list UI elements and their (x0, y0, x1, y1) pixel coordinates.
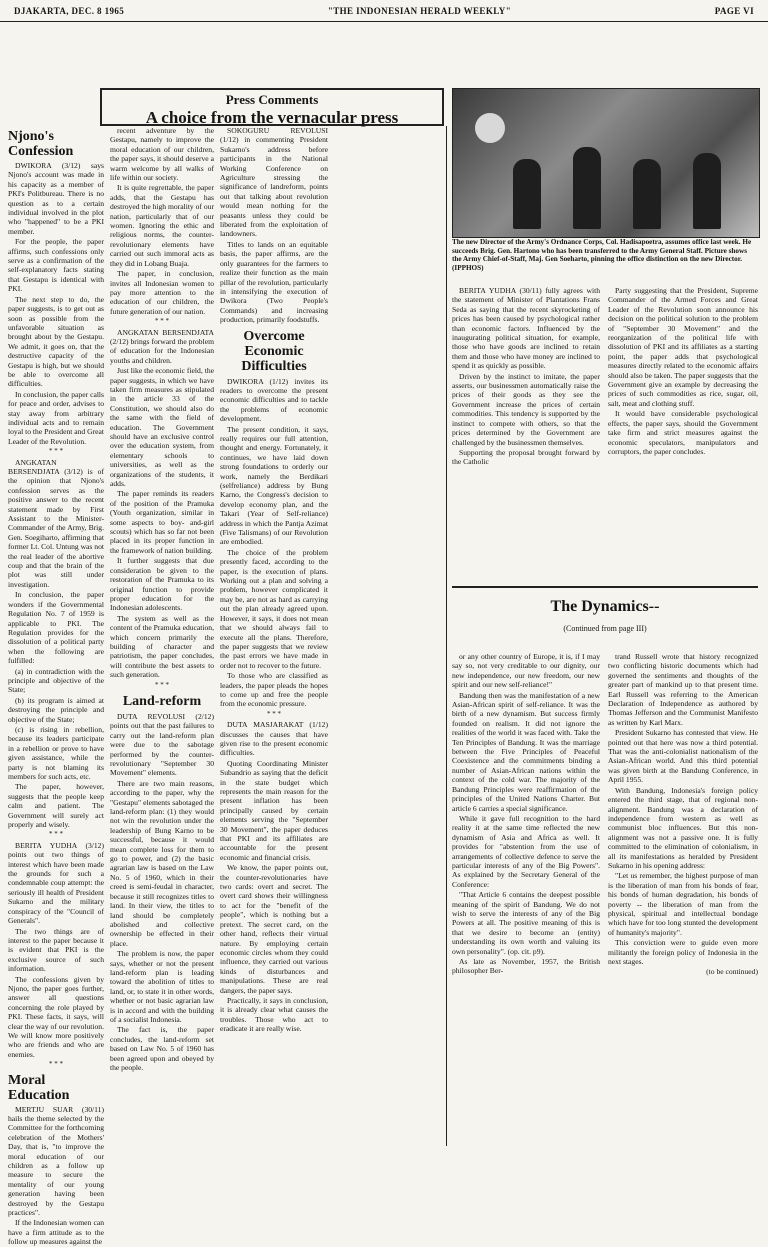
paragraph: With Bandung, Indonesia's foreign policy entered the third stage, that of regional non-alignment. Bandung was a declaration of independence from western as well as communist bloc influences. But this non-alignment was not a passive one. It is fully committed to the elimination of colonialism, in all its manifestations as heralded by President Sukarno in his opening address: (608, 785, 758, 870)
continued-note: (Continued from page III) (563, 624, 647, 633)
section-kicker: Press Comments (225, 92, 319, 107)
paragraph: DUTA MASJARAKAT (1/12) discusses the causes that have given rise to the present economic difficulties. (220, 720, 328, 758)
paragraph: or any other country of Europe, it is, if I may say so, not very creditable to our dignity, our new independence, our new freedom, our new spirit and our new self-reliance!" (452, 652, 600, 690)
masthead: "THE INDONESIAN HERALD WEEKLY" (327, 5, 512, 16)
paragraph: "Let us remember, the highest purpose of man is the liberation of man from his bonds of fear, his bonds of human degradation, his bonds of poverty -- the liberation of man from the physical, spiritual and intellectual bondage which have for too long stunted the development of humanity's majority". (608, 871, 758, 937)
article-heading: The Dynamics-- (550, 598, 660, 615)
paragraph: (c) is rising in rebellion, because its leaders participate in a rebellion or prove to have given assistance, while the party is not blaming its members for such acts, etc. (8, 724, 104, 781)
separator: * * * (267, 709, 281, 718)
paragraph: Driven by the instinct to imitate, the paper asserts, our businessmen automatically raise the prices of their goods as they see the Government increase the prices of certain commodities. This tendency is supported by the instinct to compete with others, so that the prices determined by the Government are challenged by the businessmen themselves. (452, 371, 600, 447)
paragraph: MERTJU SUAR (30/11) hails the theme selected by the Committee for the forthcoming celebration of the Mothers' Day, that is, "to improve the moral education of our children as a follow up measure to secure the mentality of our young generation having been destroyed by the Gestapu practices". (8, 1104, 104, 1218)
photo-figure (633, 159, 661, 229)
article-heading: Overcome Economic Difficulties (241, 328, 307, 374)
paragraph: "That Article 6 contains the deepest possible meaning of the spirit of Bandung. We do not wish to serve the interests of any of the Big Powers at all. The positive meaning of this is that we desire to become an (entity) understanding its own worth and valuing its own personality". (op. cit. p9). (452, 890, 600, 956)
paragraph: recent adventure by the Gestapu, namely to improve the moral education of our children, the paper says, it should deserve a warm welcome by all walks of life within our society. (110, 126, 214, 183)
paragraph: The fact is, the paper concludes, the land-reform set based on Law No. 5 of 1960 has been agreed upon and obeyed by the people. (110, 1025, 214, 1072)
paragraph: ANGKATAN BERSENDJATA (3/12) is of the opinion that Njono's confession serves as the positive answer to the recent statement made by First Assistant to the Minister-Commander of the Army, Brig. Gen. Soegiharto, affirming that former Lt. Col. Untung was not the real leader of the abortive coup and that the brain of the plot was still under investigation. (8, 457, 104, 589)
paragraph: The choice of the problem presently faced, according to the paper, is the execution of plans. Working out a plan and solving a problem, however complicated it may be, are not as hard as carrying out the plan already agreed upon. However, it says, it does not mean that we should always fail to execute all the plans. Therefore, the paper suggests that we review the past errors we have made in order not to recover to the future. (220, 547, 328, 670)
paragraph: The paper, in conclusion, invites all Indonesian women to pay more attention to the education of our children, the future generation of our nation. (110, 269, 214, 316)
separator: * * * (155, 317, 169, 326)
continued-article-header (452, 598, 758, 633)
paragraph: The system as well as the content of the Pramuka education, which concern primarily the building of character and patriotism, the paper concludes, will contribute the best assets to such generation. (110, 613, 214, 680)
column-rule (446, 126, 447, 1146)
paragraph: The next step to do, the paper suggests, is to get out as soon as possible from the unfavorable situation as brought about by the Gestapu. We admit, it goes on, that the destructive capacity of the Gestapu is high, but we should be able to overcome all difficulties. (8, 294, 104, 389)
section-title: A choice from the vernacular press (145, 108, 399, 127)
paragraph: Titles to lands on an equitable basis, the paper affirms, are the only guarantees for the farmers to realize their function as the main pillar of the revolution, particularly in intensifying the execution of Dwikora (Two People's Commands) and increasing production, primarily foodstuffs. (220, 239, 328, 325)
paragraph: DWIKORA (3/12) says Njono's account was made in his capacity as a member of PKI's Politbureau. There is no question as to a certain individual involved in the plot who "happened" to be a PKI member. (8, 161, 104, 236)
column-6 (452, 652, 600, 1150)
paragraph: This conviction were to guide even more militantly the foreign policy of Indonesia in the next stages. (608, 938, 758, 966)
column-2 (110, 126, 214, 1151)
photo-figure (693, 153, 721, 229)
column-1 (8, 126, 104, 1247)
photo-figure (513, 159, 541, 229)
section-banner (100, 88, 444, 126)
paragraph: In conclusion, the paper wonders if the Governmental Regulation No. 7 of 1959 is applicable to PKI. The Regulation provides for the dissolution of a political party when the following are fulfilled: (8, 590, 104, 666)
to-be-continued: (to be continued) (706, 967, 758, 977)
paragraph: There are two main reasons, according to the paper, why the "Gestapu" elements sabotaged the land-reform plan: (1) they would not win the revolution under the leadership of Bung Karno to be successful, because it would mean complete loss for them to go to power, and (2) the basic agrarian law is based on the Law No. 5 of 1960, which in their creed is semi-feudal in character, because it still recognizes titles to land. In their view, the titles to land should be completely abolished and collective ownership be effected in their place. (110, 778, 214, 948)
paragraph: It is quite regrettable, the paper adds, that the Gestapu has destroyed the high morality of our nation, particularly that of our women. Ignoring the ethic and religious norms, the counter-revolutionary elements have carried out such immoral acts as they did in Lobang Buaja. (110, 183, 214, 268)
paragraph: If the Indonesian women can have a firm attitude as to the follow up measures against the (8, 1218, 104, 1247)
paragraph: Supporting the proposal brought forward by the Catholic (452, 447, 600, 467)
separator: * * * (155, 680, 169, 689)
page-header (0, 0, 768, 22)
article-heading: Moral Education (8, 1072, 70, 1103)
paragraph: The two things are of interest to the paper because it is evident that PKI is the exclusive source of such information. (8, 926, 104, 974)
paragraph: For the people, the paper affirms, such confessions only serve as a confirmation of the self-explanatory facts stating that Gestapu is identical with PKI. (8, 237, 104, 294)
dateline: DJAKARTA, DEC. 8 1965 (14, 5, 125, 16)
paragraph: Quoting Coordinating Minister Subandrio as saying that the deficit in the state budget which represents the main reason for the present inflation has been principally caused by certain elements serving the "September 30 Movement", the paper deduces that PKI and its affiliates are accountable for the present economic and financial crisis. (220, 758, 328, 862)
paragraph: Just like the economic field, the paper suggests, in which we have taken firm measures as stipulated in the article 33 of the Constitution, we should also do the same with the field of education. The Government should have an exclusive control over the education system, from elementary schools to universities, as well as the organizations of the students, it adds. (110, 366, 214, 489)
paragraph: Bandung then was the manifestation of a new Asian-African spirit of self-reliance. It was the birth of a new dynamism. But success firmly founded on realism. It did not ignore the realities of the world it was faced with. Take the Ten Principles of Bandung. It was the marriage between the Five Principles of Peaceful Coexistence and the commitments binding a number of Asian-African nations within the context of the cold war. The majority of the Bandung Principles were reaffirmation of the principles of the United Nations Charter. But article 6 carries a special significance. (452, 690, 600, 813)
news-photo (452, 88, 760, 238)
article-heading: Njono's Confession (8, 129, 74, 159)
paragraph: To those who are classified as leaders, the paper pleads the hopes to come up and free the people from the economic pressure. (220, 671, 328, 709)
section-rule (452, 586, 758, 588)
paragraph: The paper reminds its readers of the position of the Pramuka (Youth organization, similar in some aspects to boy- and-girl scouts) which has so far not been placed in its proper function in the framework of nation building. (110, 489, 214, 555)
column-7 (608, 652, 758, 1150)
paragraph: (a) in contradiction with the principle and objective of the State; (8, 666, 104, 695)
paragraph: The present condition, it says, really requires our full attention, thought and energy. Fortunately, it continues, we have laid down strong foundations to orderly our work, namely the Berdikari (selfreliance) address by Bung Karno, the Congress's decision to develop economy plan, and the Takari (Year of Self-reliance) address in which the Pantja Azimat (Five Talismans) of our Revolution are embodied. (220, 424, 328, 547)
paragraph: (b) its program is aimed at destroying the principle and objective of the State; (8, 695, 104, 724)
paragraph: Party suggesting that the President, Supreme Commander of the Armed Forces and Great Leader of the Revolution soon announce his decision on the political solution to the problem of "September 30 Movement" and the reorganization of the political life with dissolution of PKI and its affiliates as a starting point, the paper adds that psychological measures directly related to the economic affairs should also be taken. The paper suggests that the Government give an example by decreasing the prices of such commodities as rice, sugar, oil, salt, meat and clothing stuff. (608, 286, 758, 408)
paragraph: Practically, it says in conclusion, it is already clear what causes the troubles. Those who act to eradicate it are really wise. (220, 995, 328, 1034)
paragraph: BERITA YUDHA (3/12) points out two things of interest which have been made the grounds for such a condemnable coup attempt: the seriously ill health of President Sukarno and the military conspiracy of the "Council of Generals". (8, 840, 104, 926)
separator: * * * (49, 447, 63, 456)
paragraph: DUTA REVOLUSI (2/12) points out that the past failures to carry out the land-reform plan were due to the sabotage performed by the counter-revolutionary "September 30 Movement" elements. (110, 711, 214, 778)
paragraph: In conclusion, the paper calls for peace and order, advises to stay away from arbitrary individual acts and to remain loyal to the President and Great Leader of the Revolution. (8, 389, 104, 446)
paragraph: We know, the paper points out, the counter-revolutionaries have two cards: overt and secret. The overt card shows their willingness to act for the "benefit of the people", which is nothing but a pretext. The secret card, on the other hand, reflects their virtual nature. By employing certain economic circles whom they could influence, they carried out various kinds of disturbances and manipulations. These are real dangers, the paper says. (220, 863, 328, 995)
paragraph: The confessions given by Njono, the paper goes further, answer all questions concerning the role played by PKI. These facts, it says, will clear the way of our revolution. We will know more positively who are friends and who are enemies. (8, 974, 104, 1059)
column-4 (452, 286, 600, 582)
page-number: PAGE VI (714, 5, 754, 16)
paragraph: trand Russell wrote that history recognized two conflicting historic documents which had governed the sentiments and thoughts of the greater part of mankind up to that present time. Earl Russell was referring to the American Declaration of Independence as authored by Thomas Jefferson and the Communist Manifesto as written by Karl Marx. (608, 652, 758, 727)
paragraph: The paper, however, suggests that the people keep calm and patient. The Government will surely act properly and wisely. (8, 782, 104, 830)
paragraph: BERITA YUDHA (30/11) fully agrees with the statement of Minister of Plantations Frans Seda as saying that the recent skyrocketing of prices has been caused by psychological rather than economic factors. Influenced by the inaugurating political situation, for example, those who have goods are inclined to retain them and those who have money are inclined to spend it as quickly as possible. (452, 286, 600, 371)
photo-figure (573, 147, 601, 229)
paragraph: ANGKATAN BERSENDJATA (2/12) brings forward the problem of education for the Indonesian youths and children. (110, 327, 214, 365)
paragraph: It further suggests that due consideration be given to the restoration of the Pramuka to its original function to provide proper education for the Indonesian adolescents. (110, 556, 214, 613)
separator: * * * (49, 1060, 63, 1069)
paragraph: While it gave full recognition to the hard reality it at the same time reflected the new dynamism of Asia and Africa as well. It provides for "abstention from the use of arrangements of collective defence to serve the particular interests of any of the Big Powers". As explained by the Secretary General of the Conference: (452, 813, 600, 889)
column-5 (608, 286, 758, 582)
separator: * * * (49, 830, 63, 839)
paragraph: As late as November, 1957, the British philosopher Ber- (452, 957, 600, 976)
paragraph: The problem is now, the paper says, whether or not the present land-reform plan is leading toward the abolition of titles to land, or, to state it in other words, whether or not basic agrarian law is in accord and with the building of a socialist Indonesia. (110, 949, 214, 1024)
paragraph: DWIKORA (1/12) invites its readers to overcome the present economic difficulties and to tackle the problems of economic development. (220, 376, 328, 424)
paragraph: It would have considerable psychological effects, the paper says, should the Government take firm and strict measures against the economic speculators, manipulators and corruptors, the paper concludes. (608, 409, 758, 456)
photo-caption: The new Director of the Army's Ordnance Corps, Col. Hadisapoetra, assumes office last week. He succeeds Brig. Gen. Hartono who has been transferred to the Army General Staff. Picture shows the Army Chief-of-Staff, Maj. Gen Soeharto, pinning the office distinction on the new Director. (IPPHOS) (452, 238, 752, 272)
article-heading: Land-reform (122, 693, 202, 709)
photo-ceiling-light (475, 113, 505, 143)
paragraph: President Sukarno has contested that view. He pointed out that here was now a third potential. That was the anti-colonialist nationalism of the Asian-African world. And this third potential was given birth at the Bandung Conference, in April 1955. (608, 728, 758, 785)
paragraph: SOKOGURU REVOLUSI (1/12) in commenting President Sukarno's address before participants in the National Working Conference on Agriculture stressing the significance of landreform, points out that talking about revolution would mean nothing for the peasants unless they could be liberated from the exploitation of landowners. (220, 126, 328, 239)
column-3 (220, 126, 328, 1151)
